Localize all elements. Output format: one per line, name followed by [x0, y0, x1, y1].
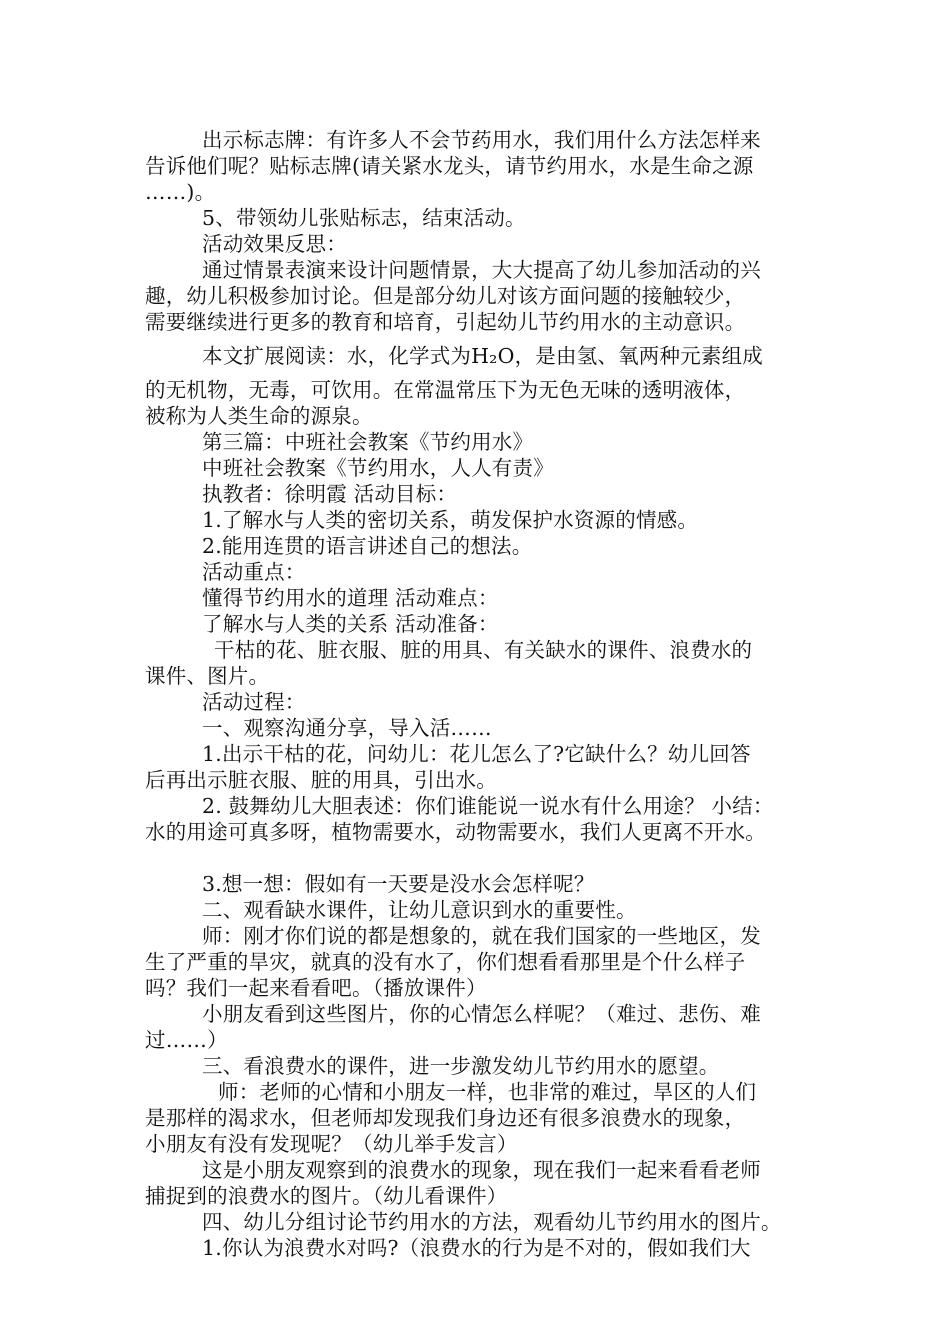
text-line: 这是小朋友观察到的浪费水的现象，现在我们一起来看看老师: [202, 1158, 761, 1182]
text-line: 告诉他们呢？贴标志牌(请关紧水龙头，请节约用水，水是生命之源: [145, 154, 754, 178]
text-line: 2.能用连贯的语言讲述自己的想法。: [202, 534, 533, 558]
text-line: 小朋友有没有发现呢？（幼儿举手发言）: [145, 1132, 518, 1156]
text-line: 5、带领幼儿张贴标志，结束活动。: [202, 206, 526, 230]
text-line: 懂得节约用水的道理 活动难点：: [202, 586, 499, 610]
text-line: 了解水与人类的关系 活动准备：: [202, 612, 499, 636]
text-line: 活动重点：: [202, 560, 306, 584]
text-line: 四、幼儿分组讨论节约用水的方法，观看幼儿节约用水的图片。: [202, 1210, 782, 1234]
text-line: 3.想一想：假如有一天要是没水会怎样呢？: [202, 872, 595, 896]
text-line: 吗？我们一起来看看吧。（播放课件）: [145, 976, 487, 1000]
text-line: 趣，幼儿积极参加讨论。但是部分幼儿对该方面问题的接触较少，: [145, 284, 746, 308]
text-line: 师：刚才你们说的都是想象的，就在我们国家的一些地区，发: [202, 924, 761, 948]
text-line: 捕捉到的浪费水的图片。（幼儿看课件）: [145, 1184, 508, 1208]
text-line: 小朋友看到这些图片，你的心情怎么样呢？（难过、悲伤、难: [202, 1002, 761, 1026]
text-line: 活动过程：: [202, 690, 306, 714]
text-line: 活动效果反思：: [202, 232, 347, 256]
section-heading: 第三篇：中班社会教案《节约用水》: [202, 430, 534, 454]
text-line: 生了严重的旱灾，就真的没有水了，你们想看看那里是个什么样子: [145, 950, 746, 974]
text-line: ……)。: [145, 180, 216, 204]
text-line: 是那样的渴求水，但老师却发现我们身边还有很多浪费水的现象，: [145, 1106, 746, 1130]
text-line: 1.出示干枯的花，问幼儿：花儿怎么了?它缺什么？幼儿回答: [202, 742, 751, 766]
text-line: 1.你认为浪费水对吗?（浪费水的行为是不对的，假如我们大: [202, 1236, 751, 1260]
text-line: 被称为人类生命的源泉。: [145, 404, 373, 428]
text-line: 三、看浪费水的课件，进一步激发幼儿节约用水的愿望。: [202, 1054, 720, 1078]
text-line: 干枯的花、脏衣服、脏的用具、有关缺水的课件、浪费水的: [214, 638, 753, 662]
text-line: 出示标志牌：有许多人不会节药用水，我们用什么方法怎样来: [202, 128, 761, 152]
text-line: 的无机物，无毒，可饮用。在常温常压下为无色无味的透明液体，: [145, 378, 746, 402]
text-line: 课件、图片。: [145, 664, 270, 688]
text-line: 1.了解水与人类的密切关系，萌发保护水资源的情感。: [202, 508, 699, 532]
text-line: 一、观察沟通分享，导入活……: [202, 716, 492, 740]
text-line: 过……）: [145, 1028, 228, 1052]
text-line: 二、观看缺水课件，让幼儿意识到水的重要性。: [202, 898, 637, 922]
text-line: 后再出示脏衣服、脏的用具，引出水。: [145, 768, 497, 792]
text-line: 师：老师的心情和小朋友一样，也非常的难过，旱区的人们: [218, 1080, 757, 1104]
text-line: 水的用途可真多呀，植物需要水，动物需要水，我们人更离不开水。: [145, 820, 766, 844]
text-line: 需要继续进行更多的教育和培育，引起幼儿节约用水的主动意识。: [145, 310, 746, 334]
text-line: 中班社会教案《节约用水，人人有责》: [202, 456, 554, 480]
text-line: 通过情景表演来设计问题情景，大大提高了幼儿参加活动的兴: [202, 258, 761, 282]
text-line: 本文扩展阅读：水，化学式为H₂O，是由氢、氧两种元素组成: [202, 344, 764, 368]
text-line: 2. 鼓舞幼儿大胆表述：你们谁能说一说水有什么用途？ 小结：: [202, 794, 774, 818]
text-line: 执教者：徐明霞 活动目标：: [202, 482, 458, 506]
